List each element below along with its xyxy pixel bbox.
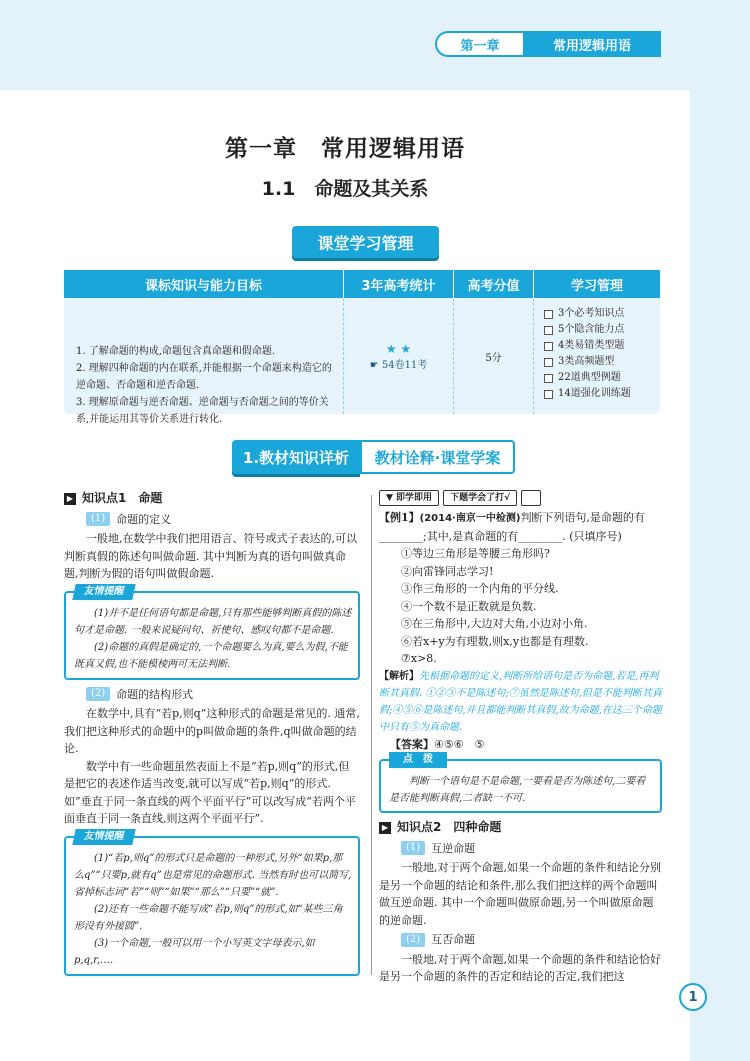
chapter-title: 第一章 常用逻辑用语 <box>225 136 465 162</box>
overview-table <box>64 270 660 425</box>
practice-chip: ▼ 即学即用 <box>379 490 439 506</box>
score-cell: 5分 <box>454 298 534 414</box>
section-heading <box>232 440 515 474</box>
management-item[interactable]: 3个必考知识点 <box>544 306 654 322</box>
chapter-tab-number: 第一章 <box>435 31 523 57</box>
section-heading-left: 1.教材知识详析 <box>232 440 360 474</box>
tip-label: 友情提醒 <box>72 584 135 600</box>
example-item: ⑦x>8. <box>401 652 437 665</box>
subheading: (2) 命题的结构形式 <box>86 686 360 704</box>
chapter-tab <box>435 31 661 57</box>
subheading: (1) 互逆命题 <box>401 840 662 858</box>
answer: 【答案】④⑤⑥ ⑤ <box>390 737 485 751</box>
stats-cell <box>344 298 454 414</box>
example-item: ③作三角形的一个内角的平分线. <box>401 582 559 595</box>
check-box[interactable] <box>521 490 541 506</box>
analysis: 【解析】先根据命题的定义,判断所给语句是否为命题,若是,再判断其真假. ①②③不是陈述句;⑦虽然是陈述句,但是不能判断其真假;④⑤⑥是陈述句,并且都能判断其真假,故为命题,在这三个命题中只有⑤为真命题. <box>379 670 662 733</box>
play-icon: ▶ <box>379 822 391 834</box>
example-item: ①等边三角形是等腰三角形吗? <box>401 547 550 560</box>
tip-box: 友情提醒 (1)“若p,则q”的形式只是命题的一种形式,另外“如果p,那么q”“只要p,就有q”也是常见的命题形式. 当然有时也可以简写,省掉标志词“若”“则”“如果”“那么”“只要”“就”. (2)还有一些命题不能写成“若p,则q”的形式,如“某些三角形没有外接圆”. (3)一个命题,一般可以用一个小写英文字母表示,如p,q,r,…. <box>64 836 360 976</box>
example-item: ⑤在三角形中,大边对大角,小边对小角. <box>401 617 588 630</box>
management-cell <box>534 298 660 414</box>
subheading: (2) 互否命题 <box>401 931 662 949</box>
paragraph: 在数学中,具有“若p,则q”这种形式的命题是常见的. 通常,我们把这种形式的命题中的p叫做命题的条件,q叫做命题的结论. <box>64 707 360 755</box>
stars: ★ ★ <box>385 341 412 356</box>
header-stats: 3年高考统计 <box>344 270 454 298</box>
goal-item: 1. 了解命题的构成,命题包含真命题和假命题. <box>76 346 276 357</box>
management-item[interactable]: 22道典型例题 <box>544 370 654 386</box>
checkbox[interactable] <box>544 374 553 383</box>
exam-stat: ☛ 54卷11考 <box>369 359 428 371</box>
hint-box: 点 拨 判断一个语句是不是命题,一要看是否为陈述句,二要看是否能判断真假,二者缺一不可. <box>379 759 662 813</box>
checkbox[interactable] <box>544 390 553 399</box>
example-item: ②向雷锋同志学习! <box>401 564 494 578</box>
example-question: 【例1】(2014·南京一中检测)判断下列语句,是命题的有________;其中,是真命题的有________. (只填序号) <box>379 511 645 543</box>
management-item[interactable]: 5个隐含能力点 <box>544 322 654 338</box>
goal-item: 2. 理解四种命题的内在联系,并能根据一个命题来构造它的逆命题、否命题和逆否命题. <box>76 363 332 391</box>
chapter-tab-title: 常用逻辑用语 <box>523 31 661 57</box>
goal-item: 3. 理解原命题与逆否命题、逆命题与否命题之间的等价关系,并能运用其等价关系进行转化. <box>76 397 329 425</box>
section-title: 1.1 命题及其关系 <box>261 178 429 200</box>
paragraph: 一般地,在数学中我们把用语言、符号或式子表达的,可以判断真假的陈述句叫做命题. 其中判断为真的语句叫做真命题,判断为假的语句叫做假命题. <box>64 532 357 580</box>
classroom-banner: 课堂学习管理 <box>292 226 439 258</box>
knowledge-point-2: ▶ 知识点2 四种命题 <box>379 819 662 837</box>
checkbox[interactable] <box>544 342 553 351</box>
management-item[interactable]: 3类高频题型 <box>544 354 654 370</box>
management-item[interactable]: 4类易错类型题 <box>544 338 654 354</box>
tip-box: 友情提醒 (1)并不是任何语句都是命题,只有那些能够判断真假的陈述句才是命题. 一般来说疑问句、祈使句、感叹句都不是命题. (2)命题的真假是确定的,一个命题要么为真,要么为假,不能既真又假,也不能模棱两可无法判断. <box>64 591 360 680</box>
paragraph: 数学中有一些命题虽然表面上不是“若p,则q”的形式,但是把它的表述作适当改变,就可以写成“若p,则q”的形式. 如“垂直于同一条直线的两个平面平行”可以改写成“若两个平面垂直于同一条直线,则这两个平面平行”. <box>64 759 356 825</box>
header-score: 高考分值 <box>454 270 534 298</box>
practice-chips <box>379 490 662 506</box>
example-item: ⑥若x+y为有理数,则x,y也都是有理数. <box>401 634 589 648</box>
checkbox[interactable] <box>544 310 553 319</box>
right-column <box>379 490 662 986</box>
learned-chip: 下题学会了打√ <box>443 490 517 506</box>
left-column <box>64 490 360 982</box>
header-management: 学习管理 <box>570 278 623 294</box>
table-body <box>64 298 660 425</box>
table-header <box>64 270 660 298</box>
header-goals: 课标知识与能力目标 <box>64 270 344 298</box>
page-number: 1 <box>679 983 707 1011</box>
example-item: ④一个数不是正数就是负数. <box>401 599 537 613</box>
checkbox[interactable] <box>544 358 553 367</box>
play-icon: ▶ <box>64 493 76 505</box>
paragraph: 一般地,对于两个命题,如果一个命题的条件和结论分别是另一个命题的结论和条件,那么我们把这样的两个命题叫做互逆命题. 其中一个命题叫做原命题,另一个叫做原命题的逆命题. <box>379 861 661 927</box>
management-item[interactable]: 14道强化训练题 <box>544 386 654 402</box>
knowledge-point-1: ▶ 知识点1 命题 <box>64 490 360 508</box>
checkbox[interactable] <box>544 326 553 335</box>
section-heading-right: 教材诠释·课堂学案 <box>360 440 515 474</box>
subheading: (1) 命题的定义 <box>86 511 360 529</box>
side-band <box>690 0 750 1061</box>
goals-cell <box>64 298 344 425</box>
paragraph: 一般地,对于两个命题,如果一个命题的条件和结论恰好是另一个命题的条件的否定和结论的否定,我们把这 <box>379 952 661 983</box>
column-divider <box>371 495 372 975</box>
hint-label: 点 拨 <box>389 752 447 768</box>
tip-label: 友情提醒 <box>72 829 135 845</box>
